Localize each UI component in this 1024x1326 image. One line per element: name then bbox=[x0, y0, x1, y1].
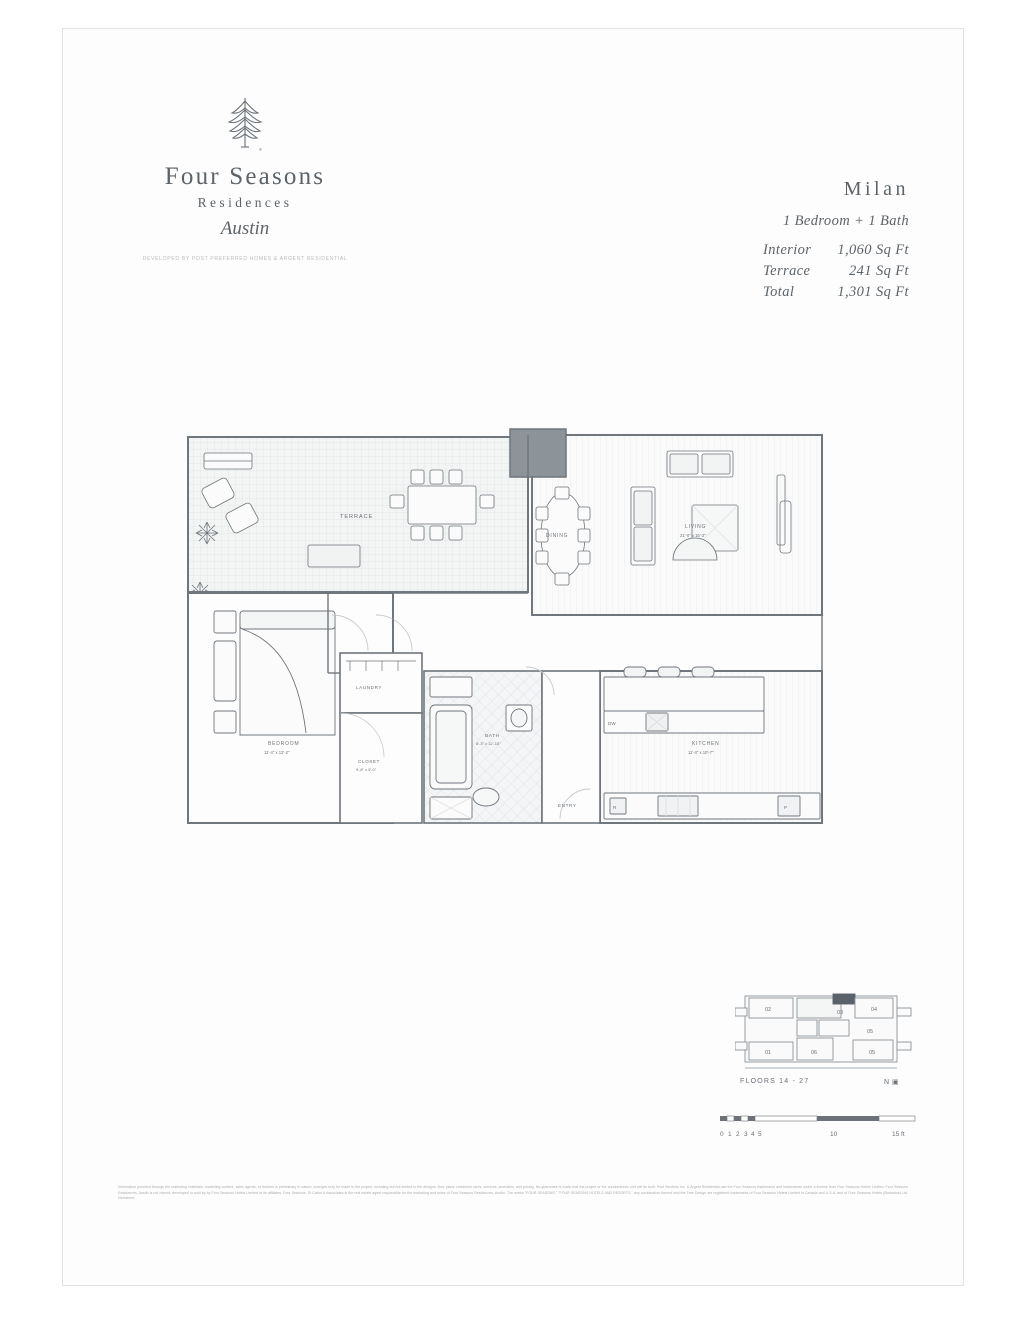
table-row bbox=[763, 282, 909, 303]
appliance-label-p: P bbox=[784, 805, 788, 810]
keyplan-floors-label: FLOORS 14 - 27 bbox=[740, 1078, 810, 1085]
room-label-bath: BATH bbox=[485, 734, 500, 739]
scale-tick-2: 2 bbox=[736, 1131, 740, 1138]
keyplan-unit-03: 03 bbox=[837, 1010, 844, 1016]
brand-name: Four Seasons bbox=[164, 163, 326, 190]
unit-beds: 1 Bedroom + 1 Bath bbox=[783, 213, 909, 229]
brand-block bbox=[115, 95, 375, 262]
north-label: N ▣ bbox=[884, 1079, 900, 1086]
area-value: 1,060 Sq Ft bbox=[837, 242, 909, 258]
keyplan-unit-02: 02 bbox=[765, 1007, 772, 1013]
kitchen-counter-run bbox=[604, 793, 820, 819]
table-row bbox=[763, 240, 909, 261]
room-dims-bedroom: 11'-4" x 12'-2" bbox=[264, 750, 290, 755]
room-label-bedroom: BEDROOM bbox=[268, 741, 300, 747]
plant-icon bbox=[196, 522, 218, 544]
floor-plan-drawing bbox=[180, 415, 845, 840]
keyplan-unit-01: 01 bbox=[765, 1050, 772, 1056]
tree-icon bbox=[223, 95, 267, 153]
scale-tick-15: 15 ft bbox=[892, 1131, 905, 1138]
appliance-label-dw: DW bbox=[608, 721, 616, 726]
room-label-terrace: TERRACE bbox=[340, 514, 374, 520]
brand-city: Austin bbox=[220, 218, 270, 239]
scale-tick-labels bbox=[720, 1131, 920, 1145]
scale-tick-1: 1 bbox=[728, 1131, 732, 1138]
entry-area bbox=[542, 671, 600, 823]
keyplan-unit-04: 04 bbox=[871, 1007, 878, 1013]
keyplan-unit-05: 05 bbox=[869, 1050, 876, 1056]
area-label: Total bbox=[763, 284, 795, 300]
developed-by: DEVELOPED BY POST PREFERRED HOMES & ARGENT RESIDENTIAL bbox=[142, 256, 348, 262]
closet-area bbox=[340, 713, 422, 823]
kitchen-island bbox=[604, 667, 764, 733]
room-dims-bath: 8'-3" x 12'-10" bbox=[476, 741, 501, 746]
room-label-living: LIVING bbox=[685, 524, 707, 530]
shaft-block bbox=[510, 429, 566, 477]
unit-area-table bbox=[763, 240, 909, 303]
bedroom-furniture bbox=[214, 611, 335, 735]
room-label-kitchen: KITCHEN bbox=[692, 741, 720, 747]
unit-name: Milan bbox=[843, 178, 909, 200]
room-dims-closet: 9'-8" x 5'-0" bbox=[356, 767, 377, 772]
room-dims-kitchen: 11'-4" x 10'-7" bbox=[688, 750, 714, 755]
laundry-area bbox=[340, 653, 422, 713]
registered-mark: ® bbox=[259, 147, 262, 152]
appliance-label-r: R bbox=[613, 805, 617, 810]
table-row bbox=[763, 261, 909, 282]
scale-tick-10: 10 bbox=[830, 1131, 838, 1138]
room-label-closet: CLOSET bbox=[358, 759, 380, 764]
scale-tick-4: 4 bbox=[751, 1131, 755, 1138]
area-value: 241 Sq Ft bbox=[849, 263, 909, 279]
room-label-laundry: LAUNDRY bbox=[356, 685, 383, 690]
area-value: 1,301 Sq Ft bbox=[837, 284, 909, 300]
scale-tick-0: 0 bbox=[720, 1131, 724, 1138]
room-dims-living: 21'-0" x 15'-2" bbox=[680, 533, 706, 538]
room-label-dining: DINING bbox=[546, 533, 569, 539]
scale-tick-5: 5 bbox=[758, 1131, 762, 1138]
unit-title-block bbox=[763, 178, 909, 303]
brand-sub: Residences bbox=[197, 195, 293, 210]
disclaimer-text: Information provided through the marketing materials, marketing content, sales agents, or brokers is preliminary in nature, changes may be made to the project, including but not limited to the designs, floor plans, residence sizes, services, amenities, and pricing. No guarantee is made that the project or the condominium unit will be built. Post Services Inc. & Argent Residential use the Four Seasons trademarks and tradenames under a license from Four Seasons Hotels Limited. Four Seasons Residences, Austin is not owned, developed or sold by by Four Seasons Hotels Limited or its affiliates. Four Seasons, St Cabot & Associates is the real estate agent responsible for the marketing and sales of Four Seasons Residences, Austin. The marks "FOUR SEASONS," "FOUR SEASONS HOTELS AND RESORTS," any combination thereof and the Tree Design are registered trademarks of Four Seasons Hotels Limited in Canada and U.S.A. and of Four Seasons Hotels (Barbados) Ltd. elsewhere. bbox=[118, 1185, 908, 1201]
area-label: Interior bbox=[763, 242, 812, 258]
room-label-entry: ENTRY bbox=[558, 803, 577, 808]
area-label: Terrace bbox=[763, 263, 811, 279]
keyplan-unit-06: 06 bbox=[811, 1050, 818, 1056]
scale-tick-3: 3 bbox=[744, 1131, 748, 1138]
keyplan-unit-05b: 05 bbox=[867, 1029, 874, 1035]
